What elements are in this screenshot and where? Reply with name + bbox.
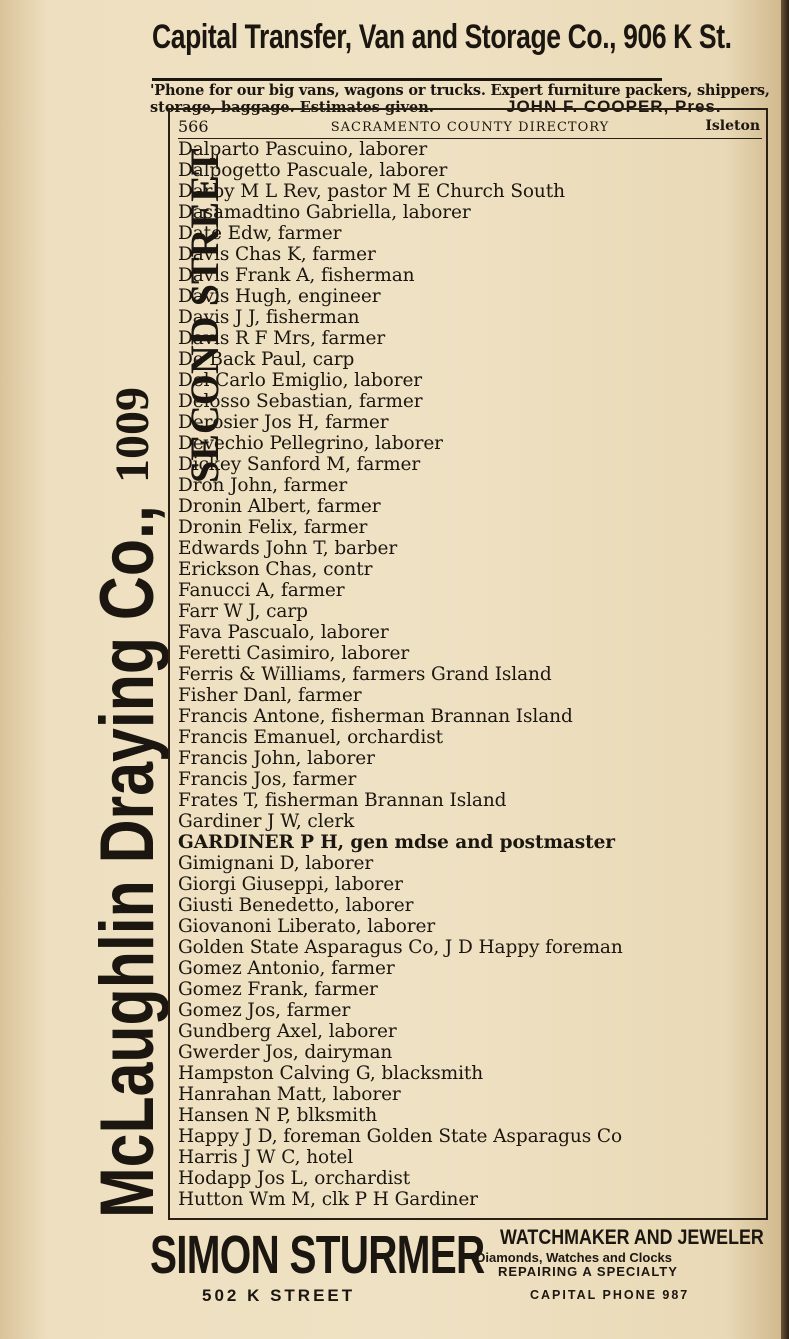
directory-entry: Frates T, fisherman Brannan Island (178, 790, 507, 811)
directory-title: SACRAMENTO COUNTY DIRECTORY (330, 120, 610, 135)
directory-entry: Edwards John T, barber (178, 538, 398, 559)
directory-entry: Gomez Jos, farmer (178, 1000, 351, 1021)
directory-entry: De Back Paul, carp (178, 349, 355, 370)
directory-entry: Darby M L Rev, pastor M E Church South (178, 181, 565, 202)
directory-entry: Golden State Asparagus Co, J D Happy foreman (178, 937, 623, 958)
directory-entry: GARDINER P H, gen mdse and postmaster (178, 832, 615, 853)
directory-entry: Gomez Antonio, farmer (178, 958, 395, 979)
directory-entry: Fisher Danl, farmer (178, 685, 362, 706)
directory-entry: Hampston Calving G, blacksmith (178, 1063, 484, 1084)
town-name: Isleton (705, 118, 760, 134)
directory-entry: Dronin Albert, farmer (178, 496, 381, 517)
directory-entry: Gundberg Axel, laborer (178, 1021, 397, 1042)
directory-entry: Davis Hugh, engineer (178, 286, 381, 307)
directory-entry: Giovanoni Liberato, laborer (178, 916, 436, 937)
directory-entry: Hodapp Jos L, orchardist (178, 1168, 411, 1189)
directory-entry: Francis John, laborer (178, 748, 375, 769)
directory-entry: Giorgi Giuseppi, laborer (178, 874, 403, 895)
directory-entries (178, 139, 623, 1210)
book-spine-edge (781, 0, 789, 1339)
directory-entry: Davis R F Mrs, farmer (178, 328, 386, 349)
directory-entry: Date Edw, farmer (178, 223, 342, 244)
directory-entry: Dron John, farmer (178, 475, 348, 496)
directory-entry: Hutton Wm M, clk P H Gardiner (178, 1189, 478, 1210)
bottom-ad-street: 502 K STREET (202, 1286, 356, 1305)
directory-entry: Erickson Chas, contr (178, 559, 373, 580)
simon-sturmer-advertisement (150, 1222, 780, 1332)
directory-entry: Davis Frank A, fisherman (178, 265, 415, 286)
ad-line-2: storage, baggage. Estimates given. (150, 99, 434, 116)
directory-entry: Dickey Sanford M, farmer (178, 454, 421, 475)
bottom-ad-wares: Diamonds, Watches and Clocks (476, 1250, 673, 1265)
side-ad-street-name: SECOND STREET (182, 148, 227, 483)
directory-entry: Hanrahan Matt, laborer (178, 1084, 401, 1105)
directory-entry: Francis Antone, fisherman Brannan Island (178, 706, 573, 727)
bottom-ad-phone: CAPITAL PHONE 987 (530, 1288, 690, 1302)
bottom-ad-repair: REPAIRING A SPECIALTY (498, 1264, 678, 1279)
directory-entry: Dronin Felix, farmer (178, 517, 368, 538)
page-header (178, 114, 762, 139)
ad-president: JOHN F. COOPER, Pres. (506, 97, 722, 116)
directory-entry: Davis J J, fisherman (178, 307, 360, 328)
ad-line-1: 'Phone for our big vans, wagons or trucks. Expert furniture packers, shippers, (150, 82, 770, 99)
directory-entry: Dasamadtino Gabriella, laborer (178, 202, 471, 223)
directory-entry: Davis Chas K, farmer (178, 244, 376, 265)
directory-entry: Feretti Casimiro, laborer (178, 643, 410, 664)
directory-entry: Hansen N P, blksmith (178, 1105, 378, 1126)
directory-entry: Gomez Frank, farmer (178, 979, 378, 1000)
directory-entry: Gardiner J W, clerk (178, 811, 355, 832)
page-number: 566 (178, 117, 209, 136)
directory-entry: Gwerder Jos, dairyman (178, 1042, 393, 1063)
ad-rule (152, 78, 662, 81)
directory-entry: Francis Emanuel, orchardist (178, 727, 443, 748)
directory-listing-frame (168, 108, 768, 1220)
capital-transfer-advertisement (150, 18, 780, 116)
directory-entry: Derosier Jos H, farmer (178, 412, 389, 433)
side-ad-company-name: McLaughlin Draying Co., (85, 505, 170, 1218)
directory-entry: Fanucci A, farmer (178, 580, 345, 601)
side-ad-street-number: 1009 (106, 387, 159, 483)
directory-entry: Devechio Pellegrino, laborer (178, 433, 443, 454)
bottom-ad-trade: WATCHMAKER AND JEWELER (500, 1226, 764, 1249)
directory-entry: Farr W J, carp (178, 601, 308, 622)
directory-entry: Fava Pascualo, laborer (178, 622, 389, 643)
directory-entry: Dalparto Pascuino, laborer (178, 139, 428, 160)
bottom-ad-name: SIMON STURMER (150, 1225, 485, 1285)
directory-entry: Dalpogetto Pascuale, laborer (178, 160, 448, 181)
directory-entry: Francis Jos, farmer (178, 769, 357, 790)
directory-entry: Ferris & Williams, farmers Grand Island (178, 664, 552, 685)
directory-entry: Gimignani D, laborer (178, 853, 374, 874)
directory-entry: Harris J W C, hotel (178, 1147, 354, 1168)
directory-entry: Del Carlo Emiglio, laborer (178, 370, 423, 391)
bottom-rule (168, 1218, 766, 1220)
directory-entry: Happy J D, foreman Golden State Asparagus Co (178, 1126, 622, 1147)
ad-headline: Capital Transfer, Van and Storage Co., 906 K St. (152, 18, 732, 56)
directory-entry: Delosso Sebastian, farmer (178, 391, 423, 412)
directory-entry: Giusti Benedetto, laborer (178, 895, 414, 916)
